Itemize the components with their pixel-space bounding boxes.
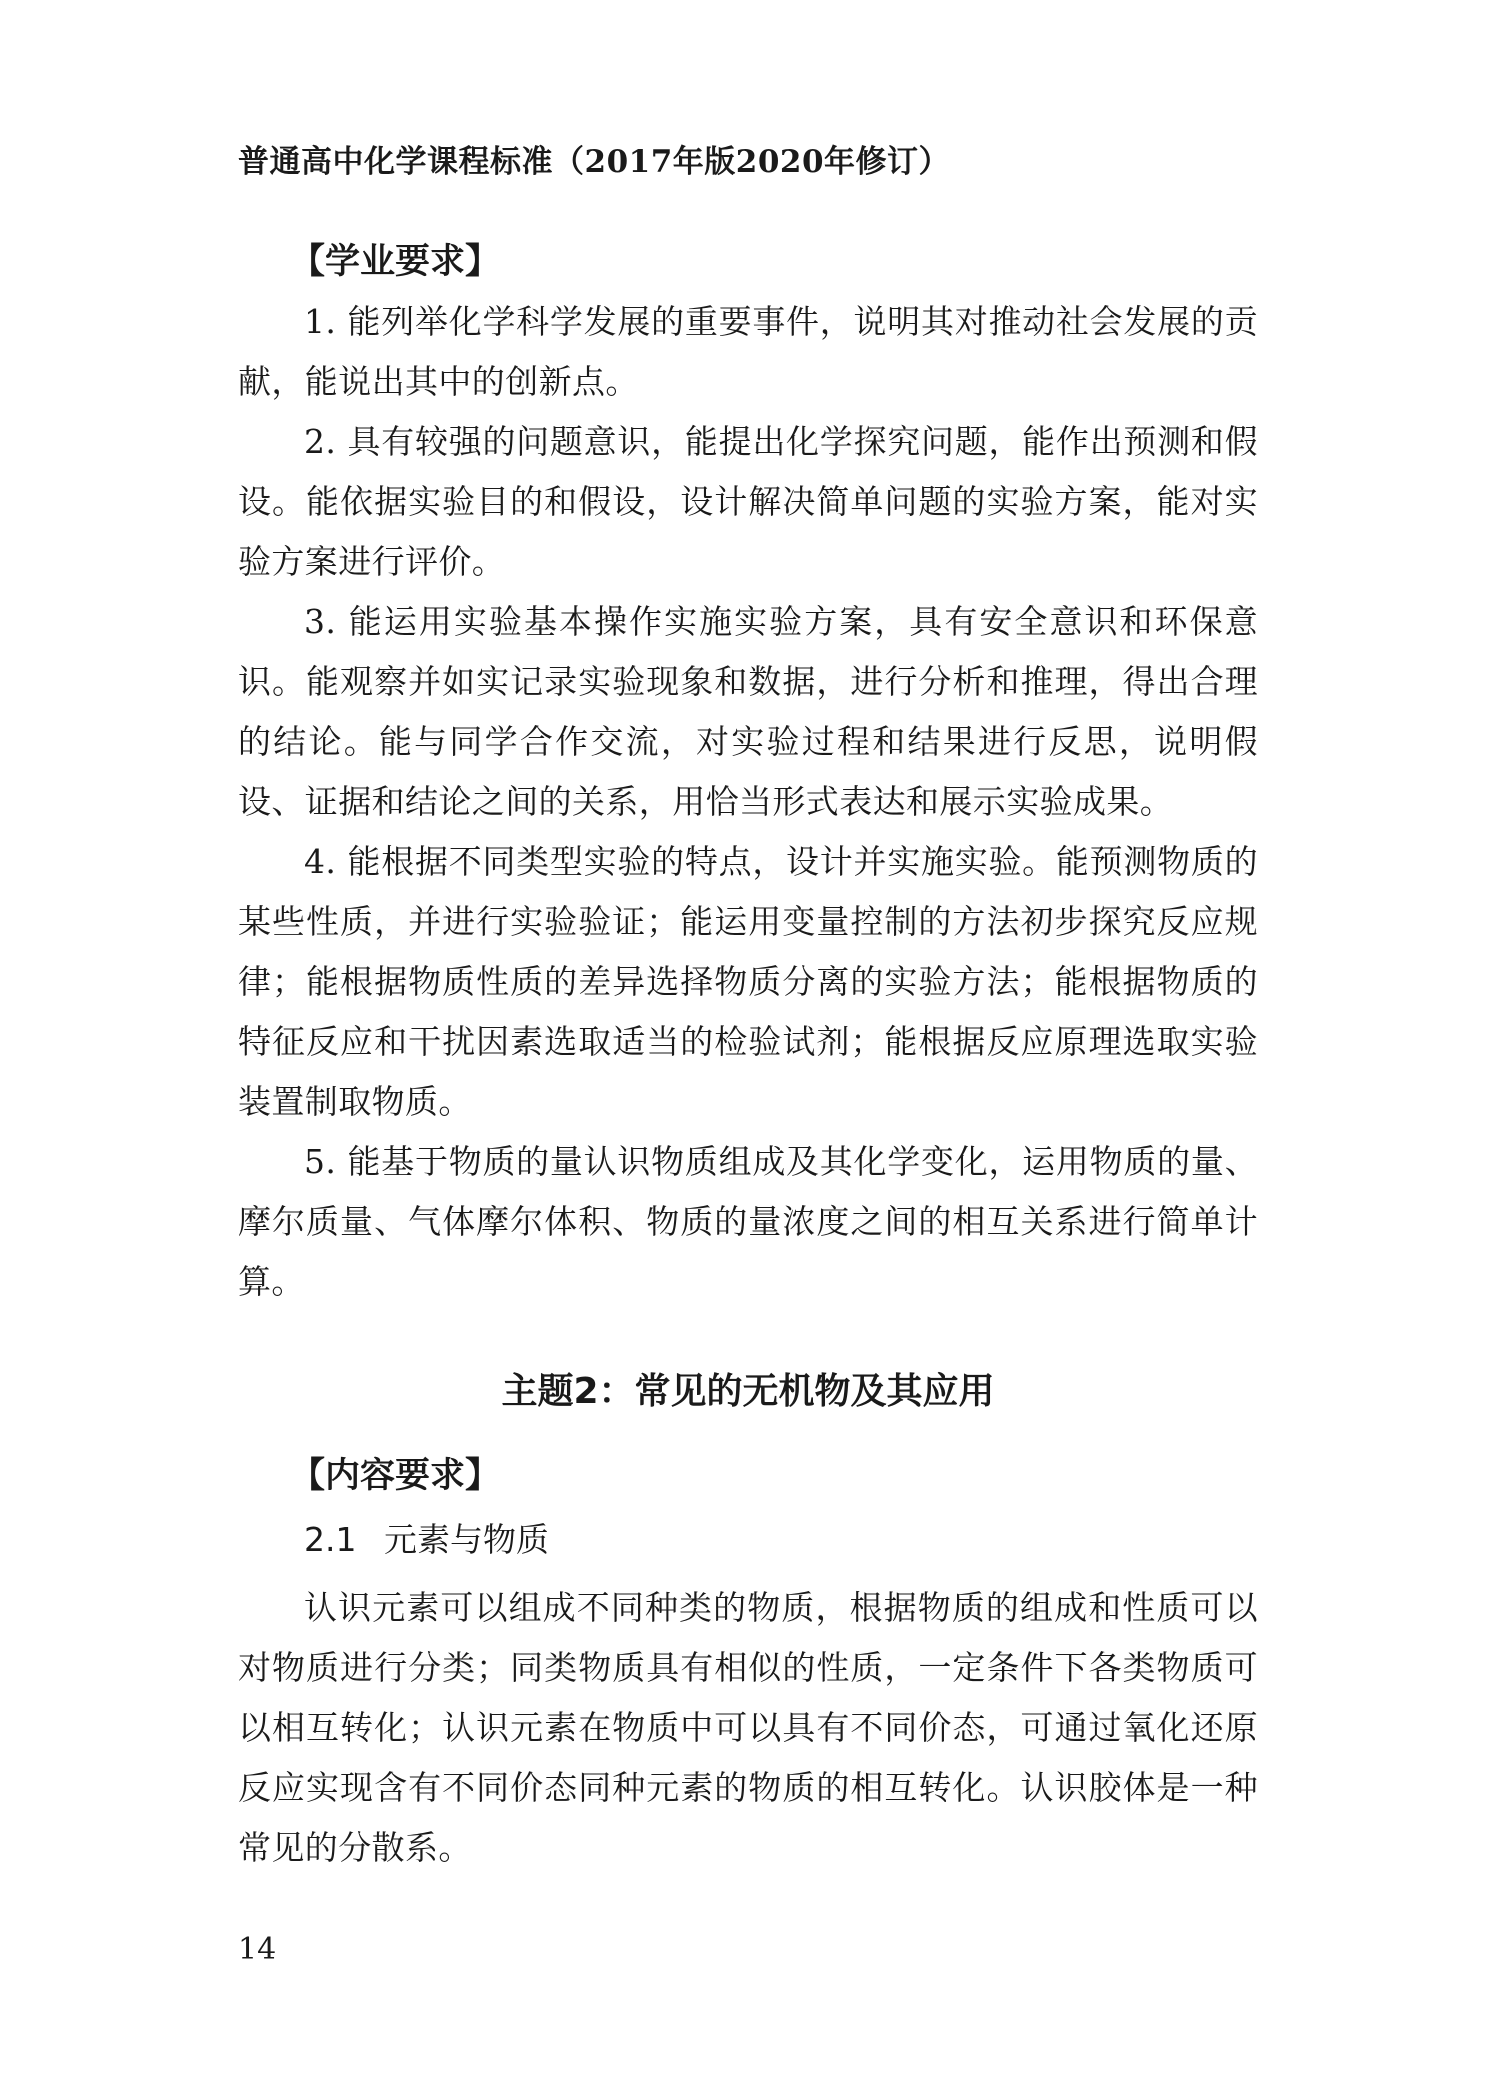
- subsection-heading: [238, 1510, 1258, 1570]
- topic-title: 主题2：常见的无机物及其应用: [501, 1371, 995, 1412]
- content-paragraph: 认识元素可以组成不同种类的物质，根据物质的组成和性质可以对物质进行分类；同类物质具有相似的性质，一定条件下各类物质可以相互转化；认识元素在物质中可以具有不同价态，可通过氧化还原反应实现含有不同价态同种元素的物质的相互转化。认识胶体是一种常见的分散系。: [238, 1588, 1258, 1867]
- academic-requirements-label: 【学业要求】: [290, 242, 501, 282]
- running-header: 普通高中化学课程标准（2017年版2020年修订）: [238, 144, 951, 180]
- academic-requirement-item-2: 2. 具有较强的问题意识，能提出化学探究问题，能作出预测和假设。能依据实验目的和假设，设计解决简单问题的实验方案，能对实验方案进行评价。: [238, 422, 1258, 581]
- academic-requirement-item-3: 3. 能运用实验基本操作实施实验方案，具有安全意识和环保意识。能观察并如实记录实验现象和数据，进行分析和推理，得出合理的结论。能与同学合作交流，对实验过程和结果进行反思，说明假设、证据和结论之间的关系，用恰当形式表达和展示实验成果。: [238, 602, 1258, 821]
- subsection-number: 2.1: [304, 1520, 357, 1559]
- academic-requirement-item-4: 4. 能根据不同类型实验的特点，设计并实施实验。能预测物质的某些性质，并进行实验验证；能运用变量控制的方法初步探究反应规律；能根据物质性质的差异选择物质分离的实验方法；能根据物质的特征反应和干扰因素选取适当的检验试剂；能根据反应原理选取实验装置制取物质。: [238, 842, 1258, 1121]
- academic-requirement-item-5: 5. 能基于物质的量认识物质组成及其化学变化，运用物质的量、摩尔质量、气体摩尔体积、物质的量浓度之间的相互关系进行简单计算。: [238, 1142, 1258, 1301]
- content-requirements-label: 【内容要求】: [290, 1456, 501, 1496]
- subsection-title: 元素与物质: [384, 1520, 549, 1559]
- academic-requirement-item-1: 1. 能列举化学科学发展的重要事件，说明其对推动社会发展的贡献，能说出其中的创新点。: [238, 302, 1258, 401]
- page-content: [238, 232, 1258, 1878]
- page-number: 14: [238, 1932, 277, 1967]
